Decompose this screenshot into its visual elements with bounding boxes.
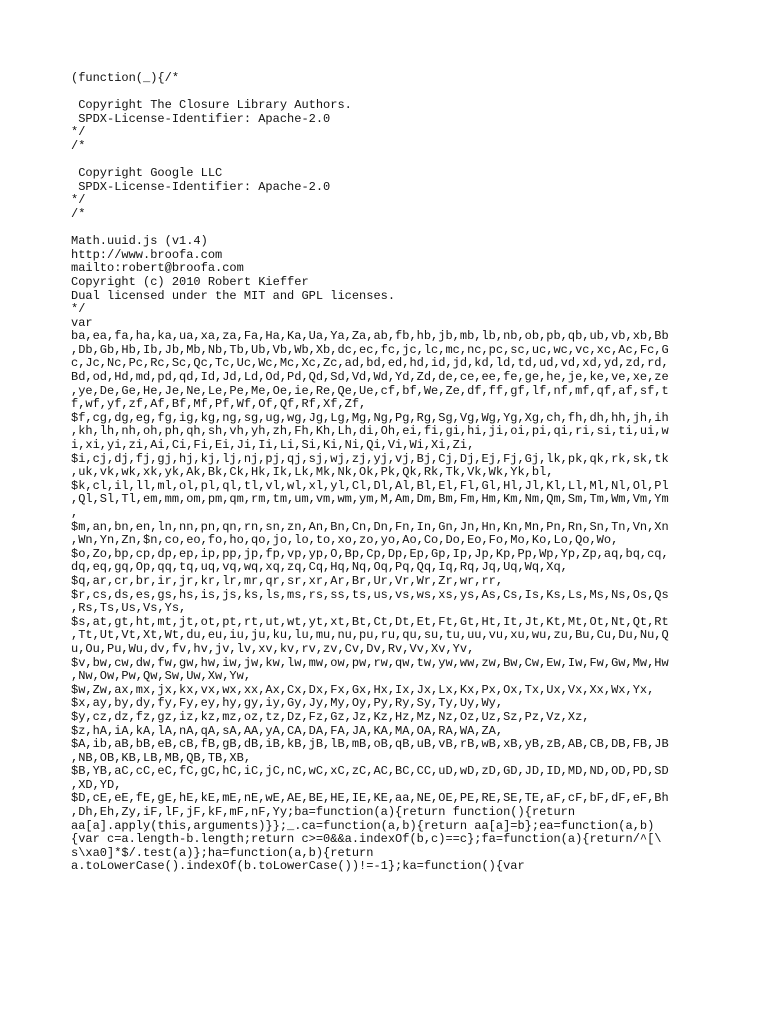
code-line: $A,ib,aB,bB,eB,cB,fB,gB,dB,iB,kB,jB,lB,mB,oB,qB,uB,vB,rB,wB,xB,yB,zB,AB,CB,DB,FB,JB <box>71 737 669 752</box>
code-line: ,Ql,Sl,Tl,em,mm,om,pm,qm,rm,tm,um,vm,wm,ym,M,Am,Dm,Bm,Fm,Hm,Km,Nm,Qm,Sm,Tm,Wm,Vm,Ym <box>71 492 669 507</box>
code-line: a.toLowerCase().indexOf(b.toLowerCase())!=-1};ka=function(){var <box>71 859 525 874</box>
code-line: f,wf,yf,zf,Af,Bf,Mf,Pf,Wf,Of,Qf,Rf,Xf,Zf, <box>71 397 367 412</box>
code-line: ,kh,lh,nh,oh,ph,qh,sh,vh,yh,zh,Fh,Kh,Lh,di,Oh,ei,fi,gi,hi,ji,oi,pi,qi,ri,si,ti,ui,w <box>71 424 669 439</box>
source-code-text <box>71 72 701 874</box>
code-line: ba,ea,fa,ha,ka,ua,xa,za,Fa,Ha,Ka,Ua,Ya,Za,ab,fb,hb,jb,mb,lb,nb,ob,pb,qb,ub,vb,xb,Bb <box>71 329 669 344</box>
code-line: /* <box>71 138 86 153</box>
code-line: Math.uuid.js (v1.4) <box>71 234 208 249</box>
code-line: */ <box>71 125 86 140</box>
code-line: dq,eq,gq,Op,qq,tq,uq,vq,wq,xq,zq,Cq,Hq,Nq,Oq,Pq,Qq,Iq,Rq,Jq,Uq,Wq,Xq, <box>71 560 568 575</box>
code-line: Copyright Google LLC <box>71 166 223 181</box>
code-line: $x,ay,by,dy,fy,Fy,ey,hy,gy,iy,Gy,Jy,My,Oy,Py,Ry,Sy,Ty,Uy,Wy, <box>71 696 504 711</box>
code-line: u,Ou,Pu,Wu,dv,fv,hv,jv,lv,xv,kv,rv,zv,Cv,Dv,Rv,Vv,Xv,Yv, <box>71 641 475 656</box>
code-line: ,Db,Gb,Hb,Ib,Jb,Mb,Nb,Tb,Ub,Vb,Wb,Xb,dc,ec,fc,jc,lc,mc,nc,pc,sc,uc,wc,vc,xc,Ac,Fc,G <box>71 342 669 357</box>
code-line: ,Nw,Ow,Pw,Qw,Sw,Uw,Xw,Yw, <box>71 669 252 684</box>
code-line: ,uk,vk,wk,xk,yk,Ak,Bk,Ck,Hk,Ik,Lk,Mk,Nk,Ok,Pk,Qk,Rk,Tk,Vk,Wk,Yk,bl, <box>71 465 554 480</box>
code-line: Copyright The Closure Library Authors. <box>71 98 352 113</box>
code-line: c,Jc,Nc,Pc,Rc,Sc,Qc,Tc,Uc,Wc,Mc,Xc,Zc,ad,bd,ed,hd,id,jd,kd,ld,td,ud,vd,xd,yd,zd,rd, <box>71 356 669 371</box>
code-line: $r,cs,ds,es,gs,hs,is,js,ks,ls,ms,rs,ss,ts,us,vs,ws,xs,ys,As,Cs,Is,Ks,Ls,Ms,Ns,Os,Qs <box>71 587 669 602</box>
code-line: $k,cl,il,ll,ml,ol,pl,ql,tl,vl,wl,xl,yl,Cl,Dl,Al,Bl,El,Fl,Gl,Hl,Jl,Kl,Ll,Ml,Nl,Ol,Pl <box>71 478 669 493</box>
code-line: */ <box>71 193 86 208</box>
code-line: $v,bw,cw,dw,fw,gw,hw,iw,jw,kw,lw,mw,ow,pw,rw,qw,tw,yw,ww,zw,Bw,Cw,Ew,Iw,Fw,Gw,Mw,Hw <box>71 655 669 670</box>
code-line: ,Rs,Ts,Us,Vs,Ys, <box>71 601 187 616</box>
code-line: var <box>71 315 93 330</box>
code-line: $i,cj,dj,fj,gj,hj,kj,lj,nj,pj,qj,sj,wj,zj,yj,vj,Bj,Cj,Dj,Ej,Fj,Gj,lk,pk,qk,rk,sk,tk <box>71 451 669 466</box>
code-line: Bd,od,Hd,md,pd,qd,Id,Jd,Ld,Od,Pd,Qd,Sd,Vd,Wd,Yd,Zd,de,ce,ee,fe,ge,he,je,ke,ve,xe,ze <box>71 370 669 385</box>
code-line: SPDX-License-Identifier: Apache-2.0 <box>71 179 331 194</box>
code-line: $D,cE,eE,fE,gE,hE,kE,mE,nE,wE,AE,BE,HE,IE,KE,aa,NE,OE,PE,RE,SE,TE,aF,cF,bF,dF,eF,Bh <box>71 791 669 806</box>
code-line: ,NB,OB,KB,LB,MB,QB,TB,XB, <box>71 750 252 765</box>
code-line: SPDX-License-Identifier: Apache-2.0 <box>71 111 331 126</box>
code-line: ,Wn,Yn,Zn,$n,co,eo,fo,ho,qo,jo,lo,to,xo,zo,yo,Ao,Co,Do,Eo,Fo,Mo,Ko,Lo,Qo,Wo, <box>71 533 619 548</box>
code-line <box>71 222 701 236</box>
code-line: $s,at,gt,ht,mt,jt,ot,pt,rt,ut,wt,yt,xt,Bt,Ct,Dt,Et,Ft,Gt,Ht,It,Jt,Kt,Mt,Ot,Nt,Qt,Rt <box>71 614 669 629</box>
code-line: $B,YB,aC,cC,eC,fC,gC,hC,iC,jC,nC,wC,xC,zC,AC,BC,CC,uD,wD,zD,GD,JD,ID,MD,ND,OD,PD,SD <box>71 764 669 779</box>
code-line: Copyright (c) 2010 Robert Kieffer <box>71 274 309 289</box>
code-line: $q,ar,cr,br,ir,jr,kr,lr,mr,qr,sr,xr,Ar,Br,Ur,Vr,Wr,Zr,wr,rr, <box>71 573 504 588</box>
code-line <box>71 154 701 168</box>
code-line: mailto:robert@broofa.com <box>71 261 244 276</box>
code-line: i,xi,yi,zi,Ai,Ci,Fi,Ei,Ji,Ii,Li,Si,Ki,Ni,Qi,Vi,Wi,Xi,Zi, <box>71 438 475 453</box>
code-line: $m,an,bn,en,ln,nn,pn,qn,rn,sn,zn,An,Bn,Cn,Dn,Fn,In,Gn,Jn,Hn,Kn,Mn,Pn,Rn,Sn,Tn,Vn,Xn <box>71 519 669 534</box>
code-line: $y,cz,dz,fz,gz,iz,kz,mz,oz,tz,Dz,Fz,Gz,Jz,Kz,Hz,Mz,Nz,Oz,Uz,Sz,Pz,Vz,Xz, <box>71 709 590 724</box>
code-line: http://www.broofa.com <box>71 247 223 262</box>
code-line: Dual licensed under the MIT and GPL licenses. <box>71 288 396 303</box>
code-line: , <box>71 506 79 520</box>
code-line: s\xa0]*$/.test(a)};ha=function(a,b){return <box>71 845 374 860</box>
code-line: ,Dh,Eh,Zy,iF,lF,jF,kF,mF,nF,Yy;ba=function(a){return function(){return <box>71 805 576 820</box>
code-line: /* <box>71 206 86 221</box>
code-line: $z,hA,iA,kA,lA,nA,qA,sA,AA,yA,CA,DA,FA,JA,KA,MA,OA,RA,WA,ZA, <box>71 723 504 738</box>
code-line: */ <box>71 302 86 317</box>
code-line: $w,Zw,ax,mx,jx,kx,vx,wx,xx,Ax,Cx,Dx,Fx,Gx,Hx,Ix,Jx,Lx,Kx,Px,Ox,Tx,Ux,Vx,Xx,Wx,Yx, <box>71 682 655 697</box>
code-line: ,ye,De,Ge,He,Je,Ne,Le,Pe,Me,Oe,ie,Re,Qe,Ue,cf,bf,We,Ze,df,ff,gf,lf,nf,mf,qf,af,sf,t <box>71 383 669 398</box>
code-line: {var c=a.length-b.length;return c>=0&&a.indexOf(b,c)==c};fa=function(a){return/^[\ <box>71 832 662 847</box>
code-line: $f,cg,dg,eg,fg,ig,kg,ng,sg,ug,wg,Jg,Lg,Mg,Ng,Pg,Rg,Sg,Vg,Wg,Yg,Xg,ch,fh,dh,hh,jh,ih <box>71 410 669 425</box>
code-line <box>71 86 701 100</box>
code-line: $o,Zo,bp,cp,dp,ep,ip,pp,jp,fp,vp,yp,O,Bp,Cp,Dp,Ep,Gp,Ip,Jp,Kp,Pp,Wp,Yp,Zp,aq,bq,cq, <box>71 546 669 561</box>
code-line: ,Tt,Ut,Vt,Xt,Wt,du,eu,iu,ju,ku,lu,mu,nu,pu,ru,qu,su,tu,uu,vu,xu,wu,zu,Bu,Cu,Du,Nu,Q <box>71 628 669 643</box>
code-line: ,XD,YD, <box>71 777 122 792</box>
code-line: aa[a].apply(this,arguments)}};_.ca=function(a,b){return aa[a]=b};ea=function(a,b) <box>71 818 655 833</box>
code-line: (function(_){/* <box>71 71 180 85</box>
